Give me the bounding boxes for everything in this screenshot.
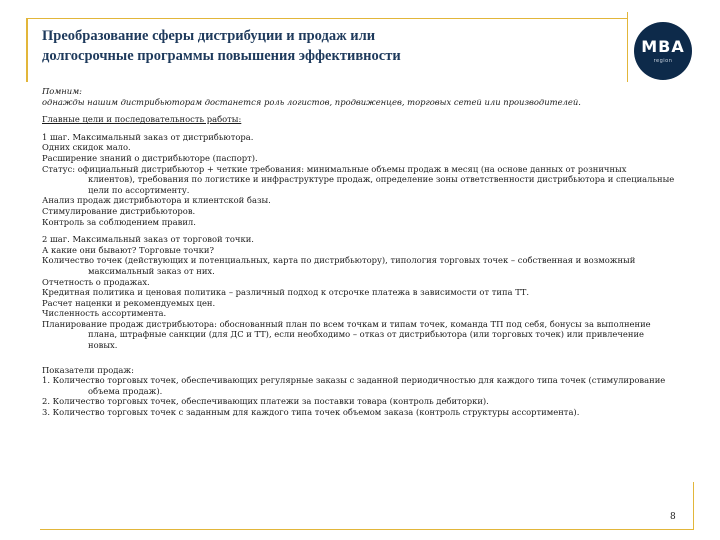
title-line-2: долгосрочные программы повышения эффективности bbox=[42, 48, 401, 64]
slide-title bbox=[42, 26, 582, 66]
accent-line-top bbox=[26, 18, 628, 19]
logo-text: MBA bbox=[641, 37, 685, 56]
step1-line: Стимулирование дистрибьюторов. bbox=[42, 205, 196, 216]
step1-line: Статус: официальный дистрибьютор + четкие требования: минимальные объемы продаж в месяц (на основе данных от розничных клиентов), требования по логистике и инфраструктуре продаж, определение зоны ответственности дистрибьютора и специальные цели по ассортименту. bbox=[42, 163, 675, 195]
indicator-item: 2. Количество торговых точек, обеспечивающих платежи за поставки товара (контроль дебиторки). bbox=[42, 396, 489, 407]
accent-line-bottom-right bbox=[693, 482, 694, 530]
step1-line: Расширение знаний о дистрибьюторе (паспорт). bbox=[42, 152, 258, 163]
title-line-1: Преобразование сферы дистрибуции и продаж или bbox=[42, 28, 376, 44]
accent-line-top-right bbox=[627, 12, 628, 82]
remember-text: однажды нашим дистрибьюторам достанется роль логистов, продвиженцев, торговых сетей или производителей. bbox=[42, 96, 581, 107]
indicators-heading: Показатели продаж: bbox=[42, 364, 134, 375]
indicator-item: 1. Количество торговых точек, обеспечивающих регулярные заказы с заданной периодичностью для каждого типа точек (стимулирование объема продаж). bbox=[42, 375, 666, 396]
remember-label: Помним: bbox=[42, 86, 82, 96]
step2-line: Численность ассортимента. bbox=[42, 308, 167, 319]
step2-title: 2 шаг. Максимальный заказ от торговой точки. bbox=[42, 234, 254, 245]
step1-title: 1 шаг. Максимальный заказ от дистрибьютора. bbox=[42, 131, 254, 142]
accent-line-bottom bbox=[40, 529, 694, 530]
slide-body bbox=[42, 86, 676, 418]
step1-line: Анализ продаж дистрибьютора и клиентской базы. bbox=[42, 195, 271, 206]
page-number: 8 bbox=[670, 512, 676, 522]
accent-line-left bbox=[26, 18, 28, 82]
mba-logo bbox=[634, 22, 692, 80]
logo-subtext: region bbox=[653, 58, 673, 64]
step2-line: Отчетность о продажах. bbox=[42, 276, 150, 287]
step2-line: Кредитная политика и ценовая политика – различный подход к отсрочке платежа в зависимости от типа ТТ. bbox=[42, 287, 530, 298]
step1-line: Контроль за соблюдением правил. bbox=[42, 216, 196, 227]
step2-line: Количество точек (действующих и потенциальных, карта по дистрибьютору), типология торговых точек – собственная и возможный максимальный заказ от них. bbox=[42, 255, 636, 276]
goals-heading: Главные цели и последовательность работы: bbox=[42, 114, 242, 125]
step2-line: Планирование продаж дистрибьютора: обоснованный план по всем точкам и типам точек, команда ТП под себя, бонусы за выполнение плана, штрафные санкции (для ДС и ТТ), если необходимо – отказ от дистрибьютора (или торговых точек) или привлечение новых. bbox=[42, 318, 651, 351]
step1-line: Одних скидок мало. bbox=[42, 142, 131, 153]
step2-line: А какие они бывают? Торговые точки? bbox=[42, 244, 214, 255]
step2-line: Расчет наценки и рекомендуемых цен. bbox=[42, 297, 216, 308]
indicator-item: 3. Количество торговых точек с заданным для каждого типа точек объемом заказа (контроль структуры ассортимента). bbox=[42, 407, 580, 418]
